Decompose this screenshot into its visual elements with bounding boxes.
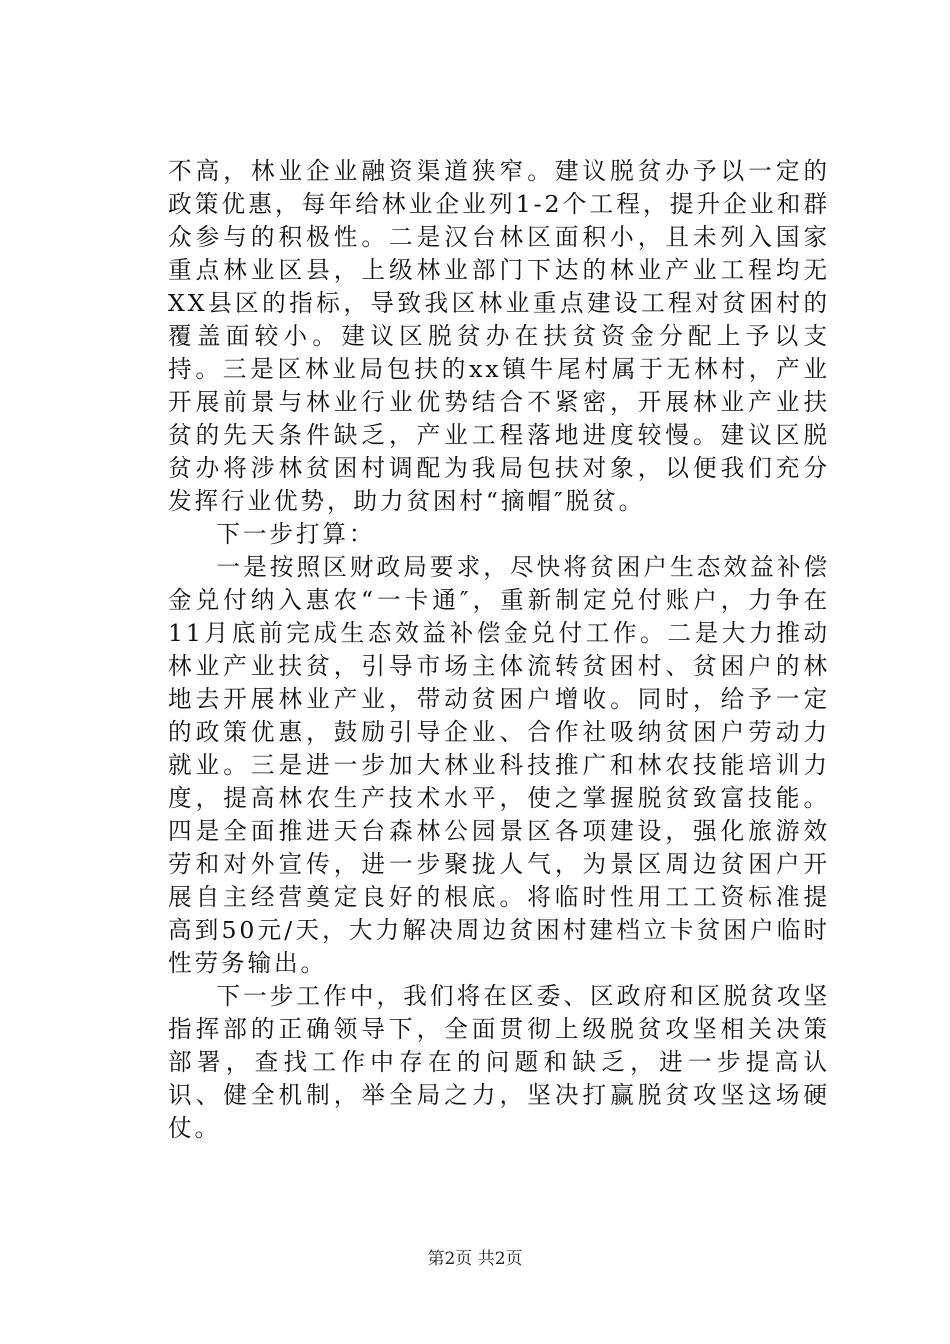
paragraph-next-steps-heading: 下一步打算： [216, 520, 376, 548]
document-body [168, 155, 830, 1145]
paragraph-closing: 下一步工作中，我们将在区委、区政府和区脱贫攻坚指挥部的正确领导下，全面贯彻上级脱贫攻坚相关决策部署，查找工作中存在的问题和缺乏，进一步提高认识、健全机制，举全局之力，坚决打赢脱贫攻坚这场硬仗。 [168, 982, 830, 1142]
paragraph-next-steps-plan: 一是按照区财政局要求，尽快将贫困户生态效益补偿金兑付纳入惠农“一卡通″，重新制定兑付账户，力争在11月底前完成生态效益补偿金兑付工作。二是大力推动林业产业扶贫，引导市场主体流转贫困村、贫困户的林地去开展林业产业，带动贫困户增收。同时，给予一定的政策优惠，鼓励引导企业、合作社吸纳贫困户劳动力就业。三是进一步加大林业科技推广和林农技能培训力度，提高林农生产技术水平，使之掌握脱贫致富技能。四是全面推进天台森林公园景区各项建设，强化旅游效劳和对外宣传，进一步聚拢人气，为景区周边贫困户开展自主经营奠定良好的根底。将临时性用工工资标准提高到50元/天，大力解决周边贫困村建档立卡贫困户临时性劳务输出。 [168, 553, 830, 977]
paragraph-continuation: 不高，林业企业融资渠道狭窄。建议脱贫办予以一定的政策优惠，每年给林业企业列1-2个工程，提升企业和群众参与的积极性。二是汉台林区面积小，且未列入国家重点林业区县，上级林业部门下达的林业产业工程均无XX县区的指标，导致我区林业重点建设工程对贫困村的覆盖面较小。建议区脱贫办在扶贫资金分配上予以支持。三是区林业局包扶的xx镇牛尾村属于无林村，产业开展前景与林业行业优势结合不紧密，开展林业产业扶贫的先天条件缺乏，产业工程落地进度较慢。建议区脱贫办将涉林贫困村调配为我局包扶对象，以便我们充分发挥行业优势，助力贫困村“摘帽″脱贫。 [168, 157, 830, 515]
page-number-footer: 第2页 共2页 [427, 1249, 523, 1269]
